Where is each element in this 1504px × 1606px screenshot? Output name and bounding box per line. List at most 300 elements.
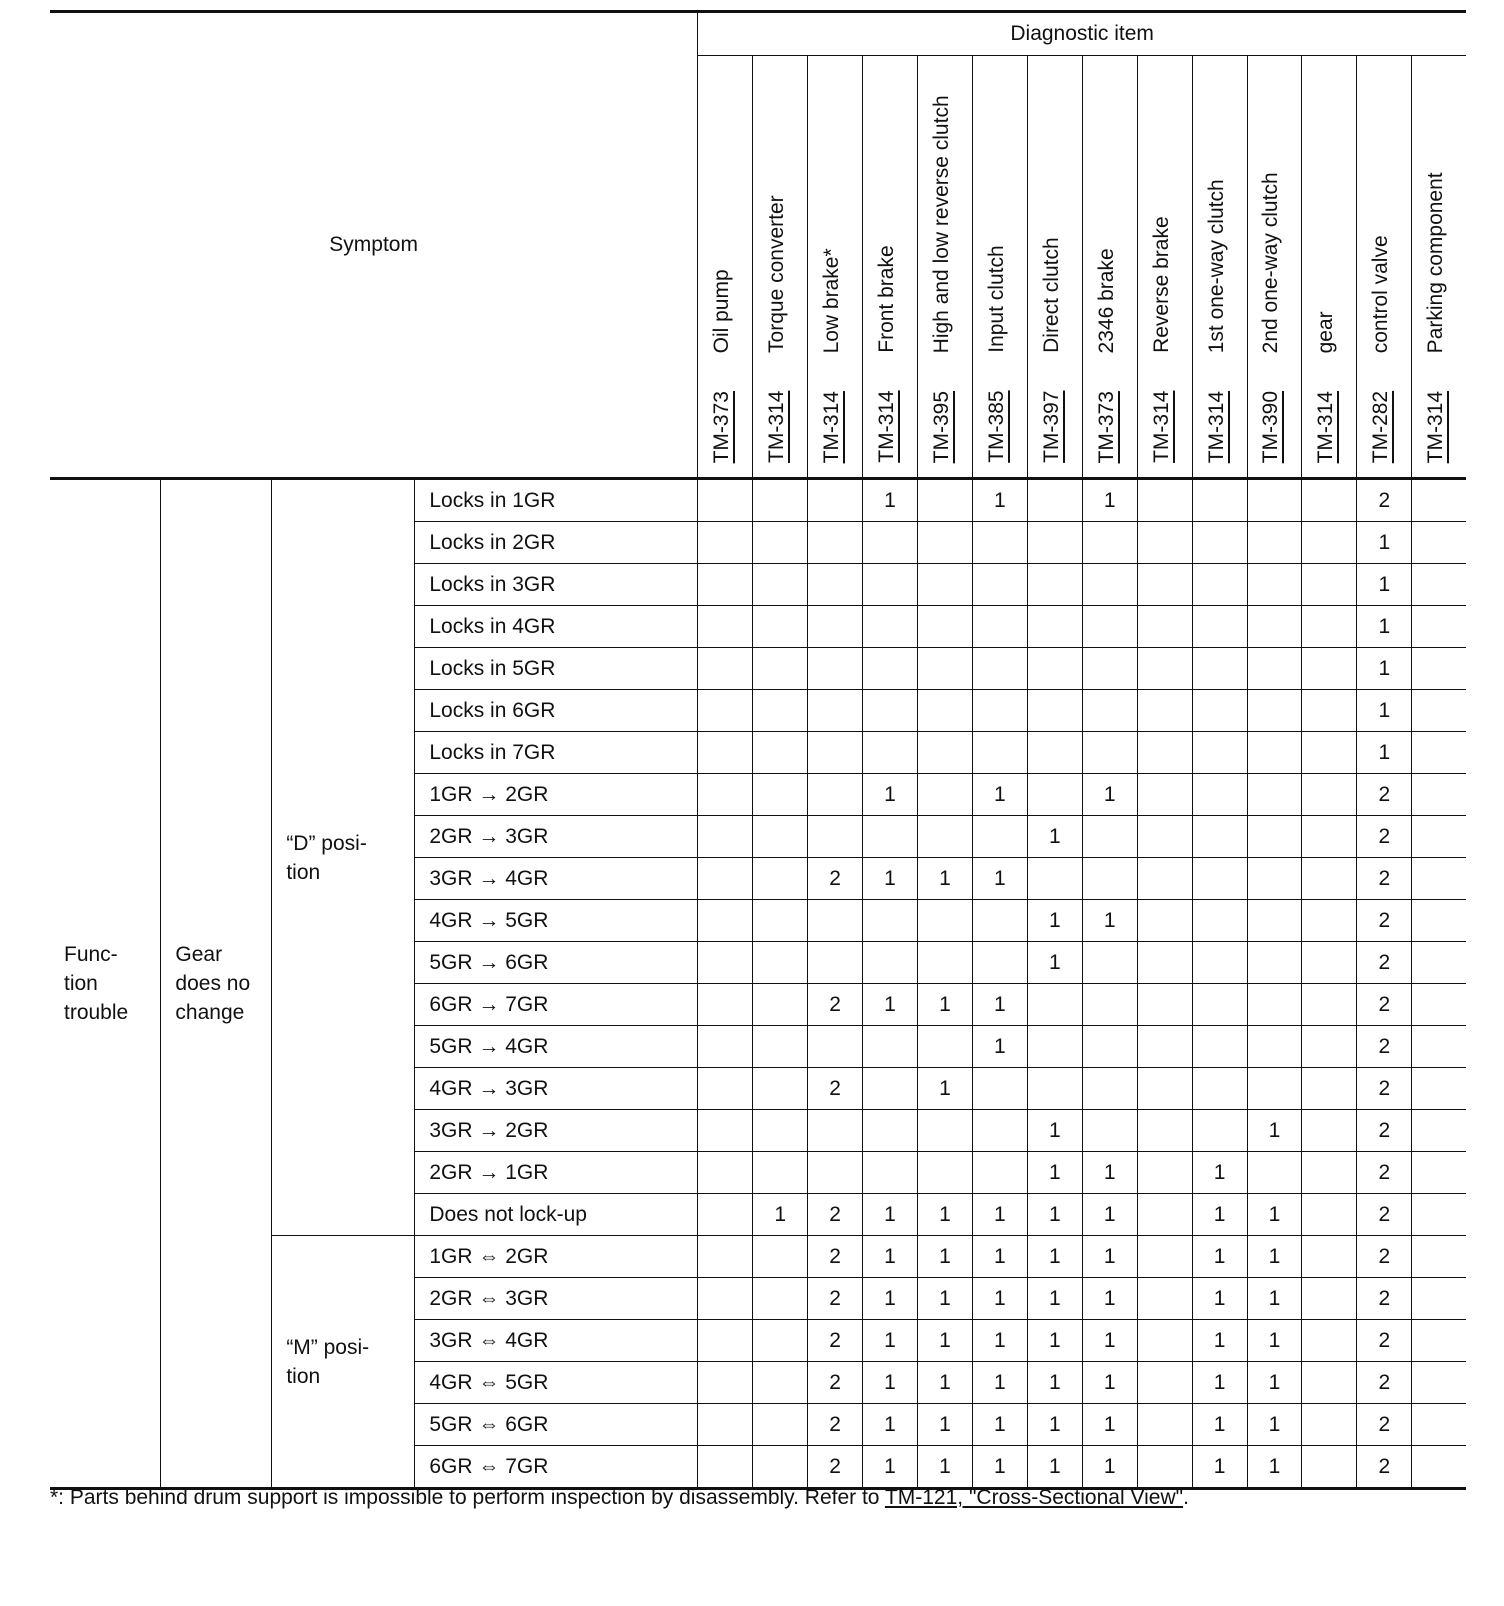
table-cell: 1	[972, 1278, 1027, 1320]
table-cell	[972, 606, 1027, 648]
table-cell	[863, 564, 918, 606]
table-cell: 1	[1082, 1236, 1137, 1278]
table-cell	[1247, 606, 1302, 648]
table-cell: 1	[1082, 1446, 1137, 1489]
table-cell	[753, 858, 808, 900]
table-cell	[1412, 1194, 1466, 1236]
table-cell	[1027, 774, 1082, 816]
table-cell	[972, 900, 1027, 942]
table-cell	[1302, 522, 1357, 564]
table-cell: 1	[972, 1320, 1027, 1362]
diagnostic-item-header: Diagnostic item	[698, 12, 1466, 56]
table-cell	[698, 1278, 753, 1320]
table-cell	[1192, 900, 1247, 942]
table-cell: 1	[972, 1404, 1027, 1446]
table-cell: 2	[1357, 984, 1412, 1026]
table-cell: 2	[808, 1068, 863, 1110]
table-cell	[1082, 606, 1137, 648]
table-cell	[1082, 942, 1137, 984]
table-cell: 1	[1027, 1152, 1082, 1194]
table-cell: 2	[1357, 1320, 1412, 1362]
table-cell: 1	[1357, 690, 1412, 732]
table-cell	[1302, 1320, 1357, 1362]
table-cell	[753, 1320, 808, 1362]
table-cell	[972, 942, 1027, 984]
table-cell: 1	[863, 1320, 918, 1362]
table-cell	[1302, 648, 1357, 690]
table-cell: 1	[1192, 1404, 1247, 1446]
table-cell	[698, 942, 753, 984]
table-cell	[753, 1026, 808, 1068]
table-cell	[698, 1320, 753, 1362]
table-cell	[863, 1110, 918, 1152]
table-cell	[1302, 1236, 1357, 1278]
table-cell	[1027, 564, 1082, 606]
table-cell: 1	[917, 1236, 972, 1278]
column-ref-link[interactable]: TM-314	[1204, 390, 1228, 463]
table-cell	[1302, 606, 1357, 648]
column-ref-link[interactable]: TM-314	[1314, 390, 1338, 463]
table-cell	[1192, 1110, 1247, 1152]
column-name: gear	[1314, 310, 1338, 353]
table-cell	[1412, 1320, 1466, 1362]
table-cell: 1	[1027, 942, 1082, 984]
table-cell	[1302, 816, 1357, 858]
table-cell	[1247, 774, 1302, 816]
d-position-group: “D” posi- tion	[272, 479, 415, 1236]
table-cell	[808, 774, 863, 816]
column-header	[1302, 56, 1357, 479]
footnote-link[interactable]: TM-121, "Cross-Sectional View"	[884, 1486, 1184, 1509]
table-cell	[1192, 606, 1247, 648]
table-cell: 2	[808, 1362, 863, 1404]
table-cell	[808, 1152, 863, 1194]
table-cell	[808, 1026, 863, 1068]
table-cell	[1192, 564, 1247, 606]
table-cell	[1302, 1194, 1357, 1236]
table-cell	[1192, 816, 1247, 858]
table-cell: 1	[863, 1446, 918, 1489]
table-cell	[863, 900, 918, 942]
table-cell: 1	[1357, 606, 1412, 648]
table-cell	[1082, 522, 1137, 564]
table-cell	[1302, 1026, 1357, 1068]
table-cell	[698, 648, 753, 690]
table-cell: 1	[1192, 1446, 1247, 1489]
table-cell	[1302, 1362, 1357, 1404]
column-name: Oil pump	[710, 268, 734, 353]
table-cell	[863, 1068, 918, 1110]
table-cell	[1247, 984, 1302, 1026]
table-cell	[1137, 774, 1192, 816]
row-label: 3GR → 2GR	[415, 1110, 698, 1152]
table-cell: 1	[1247, 1446, 1302, 1489]
table-cell: 1	[863, 1194, 918, 1236]
table-cell: 1	[1247, 1278, 1302, 1320]
table-cell	[698, 816, 753, 858]
table-cell: 1	[1082, 1152, 1137, 1194]
table-cell	[698, 984, 753, 1026]
table-cell: 2	[808, 1320, 863, 1362]
column-header	[1027, 56, 1082, 479]
table-cell	[1412, 858, 1466, 900]
table-cell	[808, 690, 863, 732]
table-cell: 1	[1247, 1362, 1302, 1404]
table-cell	[1137, 1152, 1192, 1194]
table-cell	[1412, 1152, 1466, 1194]
table-cell	[1302, 900, 1357, 942]
table-cell	[1027, 479, 1082, 522]
table-cell	[1027, 1068, 1082, 1110]
table-cell: 1	[1082, 1362, 1137, 1404]
table-cell	[1412, 816, 1466, 858]
table-cell	[972, 648, 1027, 690]
table-cell	[1027, 1026, 1082, 1068]
table-cell	[1137, 479, 1192, 522]
symptom-header: Symptom	[50, 12, 698, 479]
column-ref-link[interactable]: TM-395	[929, 390, 953, 463]
table-cell: 1	[1027, 1446, 1082, 1489]
table-cell: 2	[1357, 942, 1412, 984]
table-cell	[698, 1026, 753, 1068]
table-cell: 1	[1192, 1278, 1247, 1320]
table-cell	[698, 690, 753, 732]
table-cell: 2	[1357, 774, 1412, 816]
table-cell	[917, 774, 972, 816]
table-cell: 2	[1357, 858, 1412, 900]
table-cell: 1	[1027, 1278, 1082, 1320]
table-cell	[1302, 1446, 1357, 1489]
table-cell	[1302, 479, 1357, 522]
table-cell	[1192, 648, 1247, 690]
table-cell	[863, 816, 918, 858]
table-cell	[1412, 1362, 1466, 1404]
table-cell	[863, 648, 918, 690]
diagnosis-table	[50, 10, 1466, 1490]
table-cell	[1137, 816, 1192, 858]
table-cell	[753, 1362, 808, 1404]
table-cell	[863, 732, 918, 774]
table-cell	[753, 1404, 808, 1446]
table-cell	[753, 1110, 808, 1152]
table-cell	[972, 1110, 1027, 1152]
table-cell	[1192, 522, 1247, 564]
table-cell	[753, 1236, 808, 1278]
table-cell	[1192, 1026, 1247, 1068]
row-label: 5GR → 6GR	[415, 942, 698, 984]
table-cell	[698, 606, 753, 648]
table-cell: 1	[863, 984, 918, 1026]
column-ref-link[interactable]: TM-282	[1369, 390, 1393, 463]
table-cell: 1	[1357, 732, 1412, 774]
table-cell: 1	[1027, 1362, 1082, 1404]
table-cell: 1	[917, 1194, 972, 1236]
column-name: 1st one-way clutch	[1204, 178, 1228, 353]
table-cell	[1027, 606, 1082, 648]
table-cell	[1137, 858, 1192, 900]
table-cell	[972, 1068, 1027, 1110]
table-cell	[698, 1194, 753, 1236]
row-label: 1GR → 2GR	[415, 774, 698, 816]
column-name: Input clutch	[984, 245, 1008, 353]
table-cell: 2	[1357, 479, 1412, 522]
column-ref-link[interactable]: TM-314	[820, 390, 844, 463]
table-cell: 1	[863, 858, 918, 900]
symptom-category: Func- tion trouble	[50, 479, 161, 1489]
table-cell: 2	[1357, 816, 1412, 858]
table-cell	[1412, 732, 1466, 774]
table-cell	[808, 1110, 863, 1152]
table-cell: 1	[1082, 479, 1137, 522]
table-cell: 1	[972, 984, 1027, 1026]
symptom-subcategory: Gear does no change	[161, 479, 272, 1489]
column-name: Torque converter	[765, 195, 789, 353]
table-cell: 1	[917, 1278, 972, 1320]
table-cell: 1	[917, 1404, 972, 1446]
table-cell: 1	[972, 774, 1027, 816]
table-cell	[808, 900, 863, 942]
column-name: Parking component	[1424, 171, 1448, 353]
table-cell: 1	[863, 1362, 918, 1404]
table-cell	[1412, 1278, 1466, 1320]
table-cell	[1247, 942, 1302, 984]
column-name: Direct clutch	[1039, 237, 1063, 353]
table-cell	[753, 774, 808, 816]
table-cell	[1412, 1110, 1466, 1152]
row-label: Locks in 6GR	[415, 690, 698, 732]
column-ref-link[interactable]: TM-397	[1039, 390, 1063, 463]
table-row	[50, 479, 1466, 522]
table-cell: 1	[1192, 1152, 1247, 1194]
table-cell	[972, 732, 1027, 774]
table-cell: 1	[972, 479, 1027, 522]
table-cell	[753, 606, 808, 648]
row-label: 5GR → 4GR	[415, 1026, 698, 1068]
table-cell	[1137, 942, 1192, 984]
table-cell: 1	[1357, 564, 1412, 606]
table-cell	[753, 690, 808, 732]
table-cell	[1247, 648, 1302, 690]
row-label: 4GR → 3GR	[415, 1068, 698, 1110]
table-cell	[1192, 690, 1247, 732]
m-position-group: “M” posi- tion	[272, 1236, 415, 1489]
table-cell: 1	[1192, 1194, 1247, 1236]
table-cell	[1027, 690, 1082, 732]
table-cell: 1	[753, 1194, 808, 1236]
table-cell	[917, 732, 972, 774]
row-label: Locks in 5GR	[415, 648, 698, 690]
table-cell: 1	[863, 479, 918, 522]
column-header	[863, 56, 918, 479]
table-cell: 2	[1357, 1362, 1412, 1404]
column-ref-link[interactable]: TM-314	[765, 390, 789, 463]
table-cell: 1	[1082, 1320, 1137, 1362]
row-label: 2GR → 1GR	[415, 1152, 698, 1194]
table-cell	[1082, 732, 1137, 774]
table-cell	[1082, 564, 1137, 606]
table-cell	[972, 1152, 1027, 1194]
table-cell	[808, 648, 863, 690]
table-cell	[1302, 1404, 1357, 1446]
row-label: Locks in 2GR	[415, 522, 698, 564]
table-cell	[917, 942, 972, 984]
table-cell: 2	[1357, 1278, 1412, 1320]
table-cell	[1302, 690, 1357, 732]
table-cell	[972, 564, 1027, 606]
table-cell	[1027, 984, 1082, 1026]
column-ref-link[interactable]: TM-390	[1259, 390, 1283, 463]
table-cell	[1247, 732, 1302, 774]
table-cell	[753, 984, 808, 1026]
table-cell	[1302, 774, 1357, 816]
table-cell	[1082, 648, 1137, 690]
table-cell	[1412, 648, 1466, 690]
table-cell	[1137, 1194, 1192, 1236]
table-cell	[1412, 1404, 1466, 1446]
table-cell	[1137, 690, 1192, 732]
table-cell	[917, 690, 972, 732]
row-label: Does not lock-up	[415, 1194, 698, 1236]
table-cell	[917, 1026, 972, 1068]
table-cell	[753, 564, 808, 606]
table-cell: 1	[972, 1194, 1027, 1236]
row-label: 3GR → 4GR	[415, 858, 698, 900]
table-cell: 1	[917, 1320, 972, 1362]
table-cell: 1	[1082, 1278, 1137, 1320]
table-cell: 1	[1247, 1110, 1302, 1152]
table-cell	[1247, 900, 1302, 942]
table-cell	[863, 1026, 918, 1068]
table-cell: 1	[972, 858, 1027, 900]
table-cell	[1082, 858, 1137, 900]
table-cell	[1027, 522, 1082, 564]
table-cell: 1	[1027, 1236, 1082, 1278]
table-cell	[1137, 900, 1192, 942]
table-cell: 2	[1357, 1110, 1412, 1152]
table-cell: 1	[917, 1362, 972, 1404]
table-cell	[1137, 1404, 1192, 1446]
table-cell	[917, 564, 972, 606]
table-cell	[753, 1278, 808, 1320]
table-cell	[698, 858, 753, 900]
table-cell	[698, 522, 753, 564]
table-cell	[698, 900, 753, 942]
table-cell	[1192, 858, 1247, 900]
table-cell: 2	[808, 858, 863, 900]
table-cell	[1137, 732, 1192, 774]
table-cell: 2	[1357, 1236, 1412, 1278]
row-label: Locks in 4GR	[415, 606, 698, 648]
table-cell	[808, 732, 863, 774]
table-cell	[1412, 522, 1466, 564]
row-label: 2GR ⇔ 3GR	[415, 1278, 698, 1320]
table-cell	[1302, 942, 1357, 984]
table-cell	[698, 1068, 753, 1110]
column-name: 2nd one-way clutch	[1259, 171, 1283, 353]
table-cell	[808, 816, 863, 858]
column-ref-link[interactable]: TM-373	[710, 390, 734, 463]
row-label: 6GR ⇔ 7GR	[415, 1446, 698, 1489]
table-cell	[1192, 942, 1247, 984]
table-cell: 1	[1027, 1194, 1082, 1236]
table-cell: 1	[1082, 1404, 1137, 1446]
column-header	[1357, 56, 1412, 479]
row-label: 1GR ⇔ 2GR	[415, 1236, 698, 1278]
table-cell	[1247, 564, 1302, 606]
table-cell	[917, 816, 972, 858]
table-cell	[808, 522, 863, 564]
table-cell: 1	[1082, 774, 1137, 816]
table-cell	[863, 606, 918, 648]
table-cell	[1082, 816, 1137, 858]
table-cell	[1137, 606, 1192, 648]
table-cell	[698, 1404, 753, 1446]
table-cell	[698, 1110, 753, 1152]
table-cell	[863, 942, 918, 984]
table-cell	[753, 1068, 808, 1110]
table-cell: 1	[1192, 1320, 1247, 1362]
table-cell	[1137, 1362, 1192, 1404]
footnote-text: *: Parts behind drum support is impossible to perform inspection by disassembly. Refer to	[50, 1486, 885, 1509]
table-cell: 2	[1357, 1446, 1412, 1489]
table-cell	[1412, 942, 1466, 984]
table-cell	[1137, 1320, 1192, 1362]
table-cell: 2	[808, 1404, 863, 1446]
table-cell: 1	[1357, 522, 1412, 564]
table-cell	[917, 479, 972, 522]
column-ref-link[interactable]: TM-314	[875, 390, 899, 463]
table-cell: 1	[1192, 1236, 1247, 1278]
table-cell	[698, 732, 753, 774]
table-cell	[1082, 1110, 1137, 1152]
table-cell	[1302, 858, 1357, 900]
table-cell	[972, 522, 1027, 564]
column-ref-link[interactable]: TM-314	[1149, 390, 1173, 463]
row-label: Locks in 7GR	[415, 732, 698, 774]
table-cell	[917, 606, 972, 648]
column-ref-link[interactable]: TM-385	[984, 390, 1008, 463]
column-ref-link[interactable]: TM-373	[1094, 390, 1118, 463]
table-cell	[1412, 1068, 1466, 1110]
table-cell: 2	[1357, 1194, 1412, 1236]
table-cell: 2	[808, 1278, 863, 1320]
column-header	[698, 56, 753, 479]
table-cell: 2	[1357, 1152, 1412, 1194]
column-ref-link[interactable]: TM-314	[1424, 390, 1448, 463]
table-cell	[753, 1152, 808, 1194]
table-cell	[698, 774, 753, 816]
table-cell: 1	[863, 1278, 918, 1320]
table-cell	[1137, 1446, 1192, 1489]
table-cell	[1082, 690, 1137, 732]
table-cell: 1	[917, 1068, 972, 1110]
table-cell: 2	[808, 1194, 863, 1236]
table-cell	[753, 732, 808, 774]
table-cell	[1137, 1068, 1192, 1110]
table-cell	[1247, 522, 1302, 564]
table-cell: 1	[1082, 900, 1137, 942]
table-cell: 1	[863, 1404, 918, 1446]
table-cell	[917, 1152, 972, 1194]
table-cell: 1	[1027, 900, 1082, 942]
table-cell	[698, 479, 753, 522]
column-name: High and low reverse clutch	[929, 94, 953, 353]
table-cell	[1137, 648, 1192, 690]
column-name: Front brake	[875, 245, 899, 353]
column-name: control valve	[1369, 234, 1393, 353]
table-cell	[698, 564, 753, 606]
row-label: Locks in 3GR	[415, 564, 698, 606]
